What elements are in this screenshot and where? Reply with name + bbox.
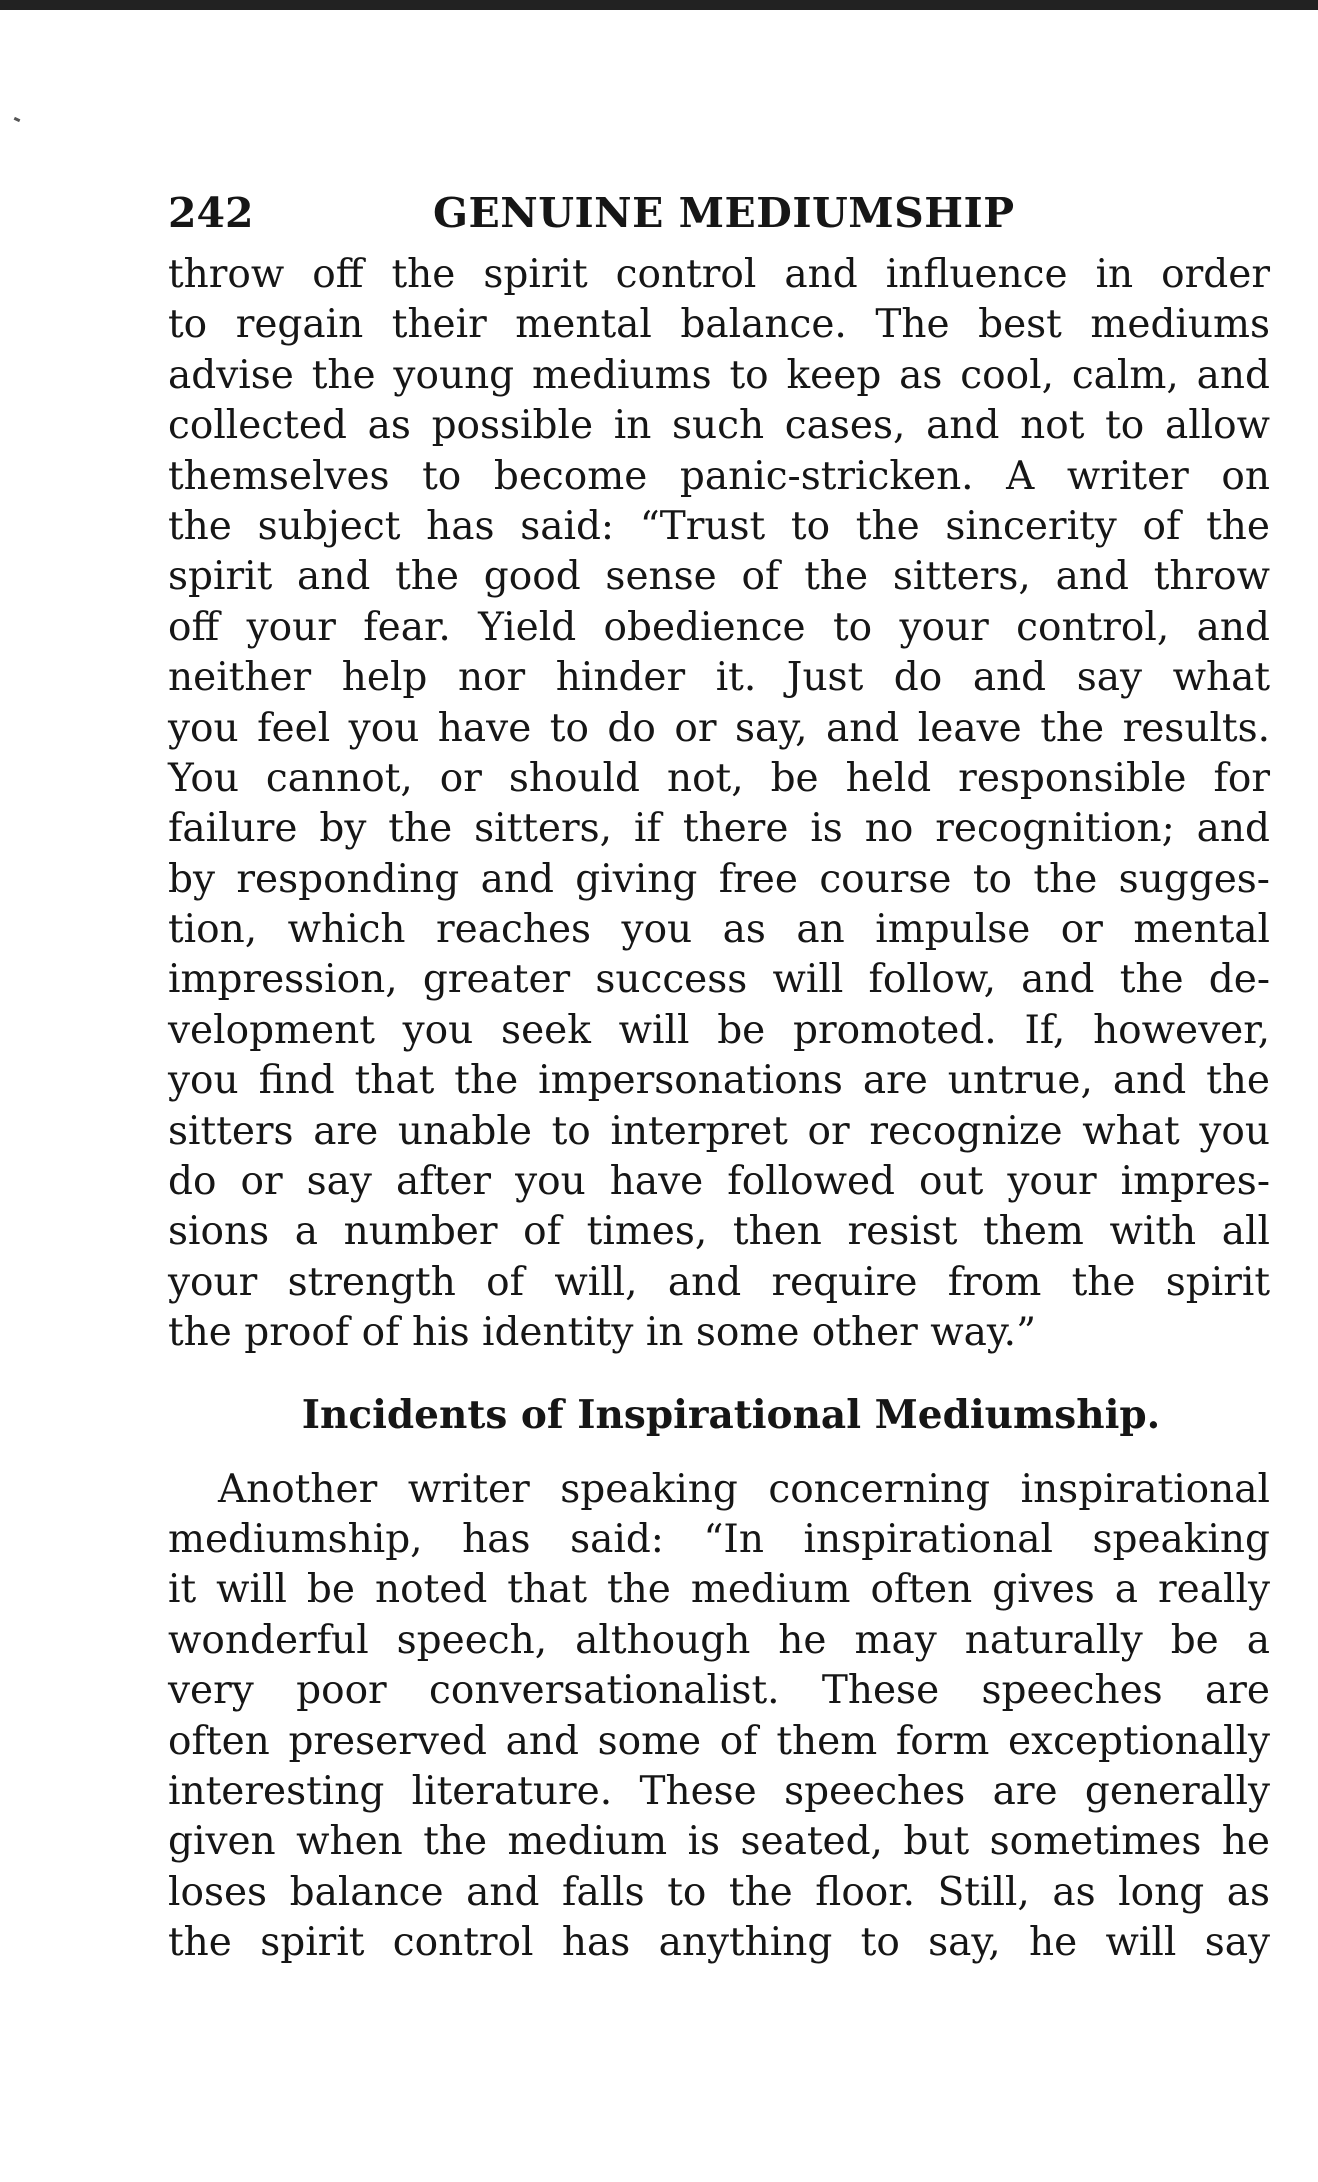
text-line: tion, which reaches you as an impulse or mental: [168, 907, 1270, 953]
text-line: spirit and the good sense of the sitters, and throw: [168, 554, 1270, 600]
text-line: you feel you have to do or say, and leave the results.: [168, 705, 1270, 751]
top-border-rule: [0, 0, 1318, 10]
text-line: collected as possible in such cases, and not to allow: [168, 403, 1270, 449]
text-line: sions a number of times, then resist them with all: [168, 1209, 1270, 1255]
section-heading: Incidents of Inspirational Mediumship.: [301, 1391, 1161, 1438]
text-line: throw off the spirit control and influence in order: [168, 252, 1270, 297]
text-line: You cannot, or should not, be held responsible for: [168, 755, 1270, 801]
page-number: 242: [168, 189, 254, 237]
text-line: do or say after you have followed out your impres-: [168, 1159, 1270, 1205]
text-line: the subject has said: “Trust to the sincerity of the: [168, 503, 1270, 549]
text-line: the proof of his identity in some other way.”: [168, 1310, 1037, 1356]
text-line: very poor conversationalist. These speeches are: [168, 1668, 1270, 1714]
text-line: failure by the sitters, if there is no recognition; and: [168, 806, 1270, 852]
text-line: advise the young mediums to keep as cool, calm, and: [168, 352, 1270, 398]
paragraph-2: [168, 1465, 1270, 1969]
text-line: your strength of will, and require from the spirit: [168, 1259, 1270, 1305]
paragraph-1: [168, 250, 1270, 1359]
text-line: impression, greater success will follow, and the de-: [168, 957, 1270, 1003]
text-line: interesting literature. These speeches are generally: [168, 1768, 1270, 1814]
text-line: sitters are unable to interpret or recognize what you: [168, 1108, 1270, 1154]
text-line: off your fear. Yield obedience to your control, and: [168, 604, 1270, 650]
text-line: wonderful speech, although he may naturally be a: [168, 1617, 1270, 1663]
text-line: by responding and giving free course to the sugges-: [168, 856, 1270, 902]
text-line: given when the medium is seated, but sometimes he: [168, 1819, 1270, 1865]
book-page: [168, 178, 1270, 1969]
text-line: Another writer speaking concerning inspirational: [218, 1466, 1270, 1512]
text-line: velopment you seek will be promoted. If, however,: [168, 1007, 1270, 1053]
text-line: often preserved and some of them form exceptionally: [168, 1718, 1270, 1764]
text-line: loses balance and falls to the floor. Still, as long as: [168, 1869, 1270, 1915]
scan-speck: [14, 117, 21, 122]
text-line: the spirit control has anything to say, he will say: [168, 1920, 1270, 1966]
text-line: you find that the impersonations are untrue, and the: [168, 1058, 1270, 1104]
text-line: to regain their mental balance. The best mediums: [168, 302, 1270, 348]
running-title: GENUINE MEDIUMSHIP: [433, 189, 1015, 237]
text-line: neither help nor hinder it. Just do and say what: [168, 655, 1270, 701]
text-line: themselves to become panic-stricken. A writer on: [168, 453, 1270, 499]
text-line: mediumship, has said: “In inspirational speaking: [168, 1516, 1270, 1562]
running-head: [168, 178, 1270, 248]
text-line: it will be noted that the medium often gives a really: [168, 1567, 1270, 1613]
